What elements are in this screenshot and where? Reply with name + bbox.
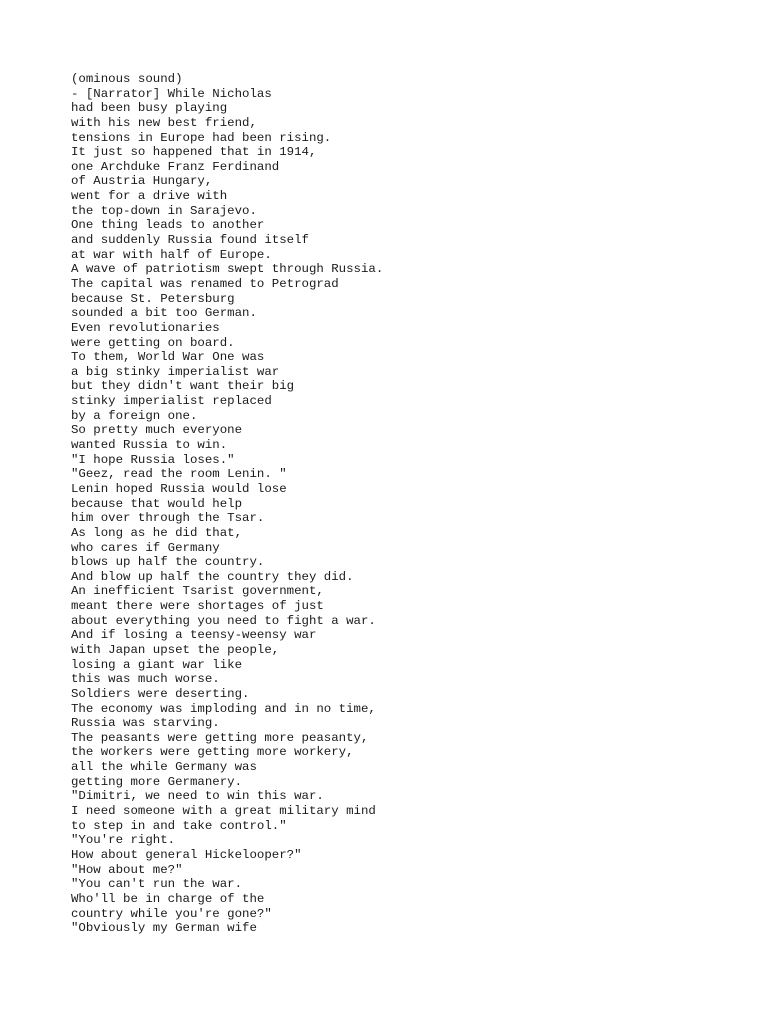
transcript-line: "How about me?" bbox=[71, 862, 183, 877]
transcript-line: "Obviously my German wife bbox=[71, 921, 257, 936]
transcript-line: this was much worse. bbox=[71, 672, 220, 687]
transcript-line: because St. Petersburg bbox=[71, 291, 235, 306]
transcript-line: How about general Hickelooper?" bbox=[71, 847, 302, 862]
transcript-line: tensions in Europe had been rising. bbox=[71, 130, 332, 145]
transcript-line: sounded a bit too German. bbox=[71, 306, 257, 321]
transcript-line: losing a giant war like bbox=[71, 657, 243, 672]
transcript-line: To them, World War One was bbox=[71, 350, 265, 365]
transcript-line: were getting on board. bbox=[71, 335, 235, 350]
transcript-line: I need someone with a great military mind bbox=[71, 804, 376, 819]
transcript-line: at war with half of Europe. bbox=[71, 247, 272, 262]
transcript-line: the top-down in Sarajevo. bbox=[71, 203, 257, 218]
transcript-line: with his new best friend, bbox=[71, 115, 257, 130]
transcript-line: The economy was imploding and in no time, bbox=[71, 701, 376, 716]
transcript-line: - [Narrator] While Nicholas bbox=[71, 86, 272, 101]
transcript-line: wanted Russia to win. bbox=[71, 438, 228, 453]
transcript-line: It just so happened that in 1914, bbox=[71, 145, 317, 160]
transcript-line: had been busy playing bbox=[71, 101, 228, 116]
transcript-line: but they didn't want their big bbox=[71, 379, 295, 394]
transcript-line: getting more Germanery. bbox=[71, 774, 243, 789]
transcript-line: And blow up half the country they did. bbox=[71, 569, 354, 584]
transcript-line: went for a drive with bbox=[71, 189, 228, 204]
transcript-line: So pretty much everyone bbox=[71, 423, 243, 438]
transcript-line: An inefficient Tsarist government, bbox=[71, 584, 324, 599]
transcript-line: As long as he did that, bbox=[71, 525, 243, 540]
transcript-line: The capital was renamed to Petrograd bbox=[71, 276, 339, 291]
transcript-line: by a foreign one. bbox=[71, 408, 198, 423]
transcript-line: meant there were shortages of just bbox=[71, 599, 324, 614]
transcript-line: Soldiers were deserting. bbox=[71, 686, 250, 701]
transcript-line: (ominous sound) bbox=[71, 72, 183, 86]
transcript-line: And if losing a teensy-weensy war bbox=[71, 628, 317, 643]
transcript-line: The peasants were getting more peasanty, bbox=[71, 730, 369, 745]
transcript-line: "You can't run the war. bbox=[71, 877, 243, 892]
transcript-line: who cares if Germany bbox=[71, 540, 220, 555]
transcript-line: stinky imperialist replaced bbox=[71, 394, 272, 409]
transcript-line: "You're right. bbox=[71, 833, 176, 848]
transcript-line: because that would help bbox=[71, 496, 243, 511]
transcript-line: Russia was starving. bbox=[71, 716, 220, 731]
transcript-line: all the while Germany was bbox=[71, 760, 257, 775]
transcript-line: A wave of patriotism swept through Russia. bbox=[71, 262, 384, 277]
transcript-line: "I hope Russia loses." bbox=[71, 452, 235, 467]
transcript-line: Lenin hoped Russia would lose bbox=[71, 481, 287, 496]
transcript-line: a big stinky imperialist war bbox=[71, 364, 280, 379]
transcript-text bbox=[71, 72, 383, 936]
transcript-line: him over through the Tsar. bbox=[71, 511, 265, 526]
transcript-line: the workers were getting more workery, bbox=[71, 745, 354, 760]
transcript-line: "Dimitri, we need to win this war. bbox=[71, 789, 324, 804]
transcript-line: country while you're gone?" bbox=[71, 906, 272, 921]
transcript-line: one Archduke Franz Ferdinand bbox=[71, 159, 280, 174]
transcript-line: and suddenly Russia found itself bbox=[71, 233, 309, 248]
transcript-line: Even revolutionaries bbox=[71, 320, 220, 335]
transcript-line: Who'll be in charge of the bbox=[71, 891, 265, 906]
transcript-line: One thing leads to another bbox=[71, 218, 265, 233]
transcript-line: about everything you need to fight a war. bbox=[71, 613, 376, 628]
transcript-line: of Austria Hungary, bbox=[71, 174, 213, 189]
transcript-line: blows up half the country. bbox=[71, 555, 265, 570]
transcript-line: "Geez, read the room Lenin. " bbox=[71, 467, 287, 482]
transcript-line: to step in and take control." bbox=[71, 818, 287, 833]
transcript-line: with Japan upset the people, bbox=[71, 642, 280, 657]
